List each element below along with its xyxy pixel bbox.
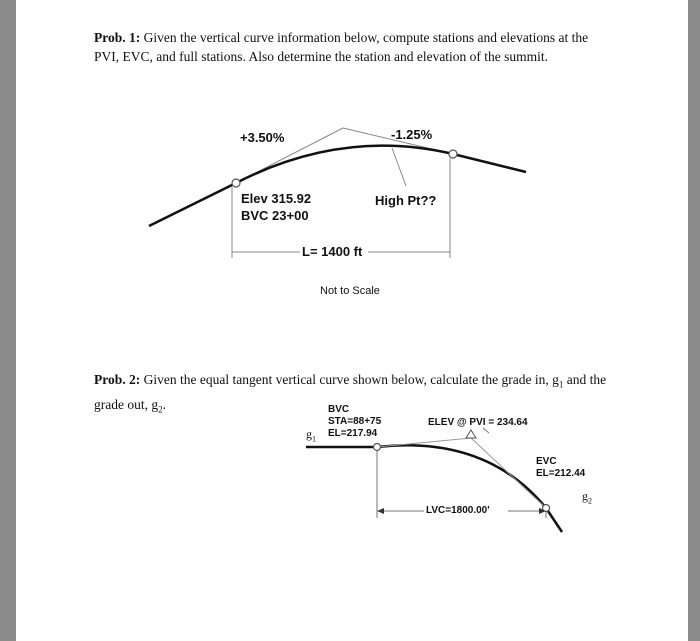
g2-subscript: 2	[588, 496, 592, 506]
problem-2-statement-c: .	[162, 396, 166, 412]
p2-arrow-left	[377, 508, 384, 514]
g2-letter: g	[582, 489, 588, 503]
p2-bvc-point	[374, 444, 381, 451]
p2-bvc-elevation-label: EL=217.94	[328, 428, 378, 439]
elev-pvi-label: ELEV @ PVI = 234.64	[428, 417, 528, 428]
problem-2-statement-a: Given the equal tangent vertical curve shown below, calculate the grade in, g	[143, 372, 559, 387]
p2-station-label: STA=88+75	[328, 416, 382, 427]
length-label: L= 1400 ft	[302, 244, 363, 259]
diagram-1	[16, 0, 688, 641]
pvi-leader	[483, 428, 489, 433]
bvc-point	[232, 179, 240, 187]
p2-evc-label: EVC	[536, 456, 557, 467]
grade-out-label: -1.25%	[391, 127, 433, 142]
problem-1-statement: Given the vertical curve information below, compute stations and elevations at the PVI, EVC, and full stations. Also determine the station and elevation of the summit.	[94, 30, 589, 64]
problem-1-label: Prob. 1:	[94, 30, 141, 45]
high-point-label: High Pt??	[375, 193, 437, 208]
g2-label	[582, 489, 592, 505]
document-page	[16, 0, 688, 641]
lvc-label: LVC=1800.00'	[426, 505, 490, 516]
problem-2-text	[94, 370, 614, 419]
g1-subscript: 1	[312, 434, 316, 444]
problem-2-sub-1: 1	[558, 379, 564, 390]
problem-2-sub-2: 2	[158, 404, 163, 415]
p2-grade-line-out	[471, 438, 546, 508]
g1-letter: g	[306, 427, 312, 441]
p2-curve	[377, 445, 546, 508]
elevation-label: Elev 315.92	[241, 191, 312, 206]
grade-in-label: +3.50%	[240, 130, 285, 145]
p2-bvc-label: BVC	[328, 404, 350, 415]
problem-2-statement-b: and the grade out, g	[94, 372, 607, 412]
bvc-station-label: BVC 23+00	[241, 208, 309, 223]
p2-evc-elevation-label: EL=212.44	[536, 468, 586, 479]
high-point-leader	[392, 148, 406, 186]
road-profile-curve	[149, 146, 526, 226]
p2-tangent-out	[546, 508, 562, 532]
evc-point	[449, 150, 457, 158]
pvi-triangle	[466, 430, 476, 438]
g1-label	[306, 427, 316, 443]
problem-2-label: Prob. 2:	[94, 372, 141, 387]
not-to-scale-note: Not to Scale	[320, 285, 380, 297]
